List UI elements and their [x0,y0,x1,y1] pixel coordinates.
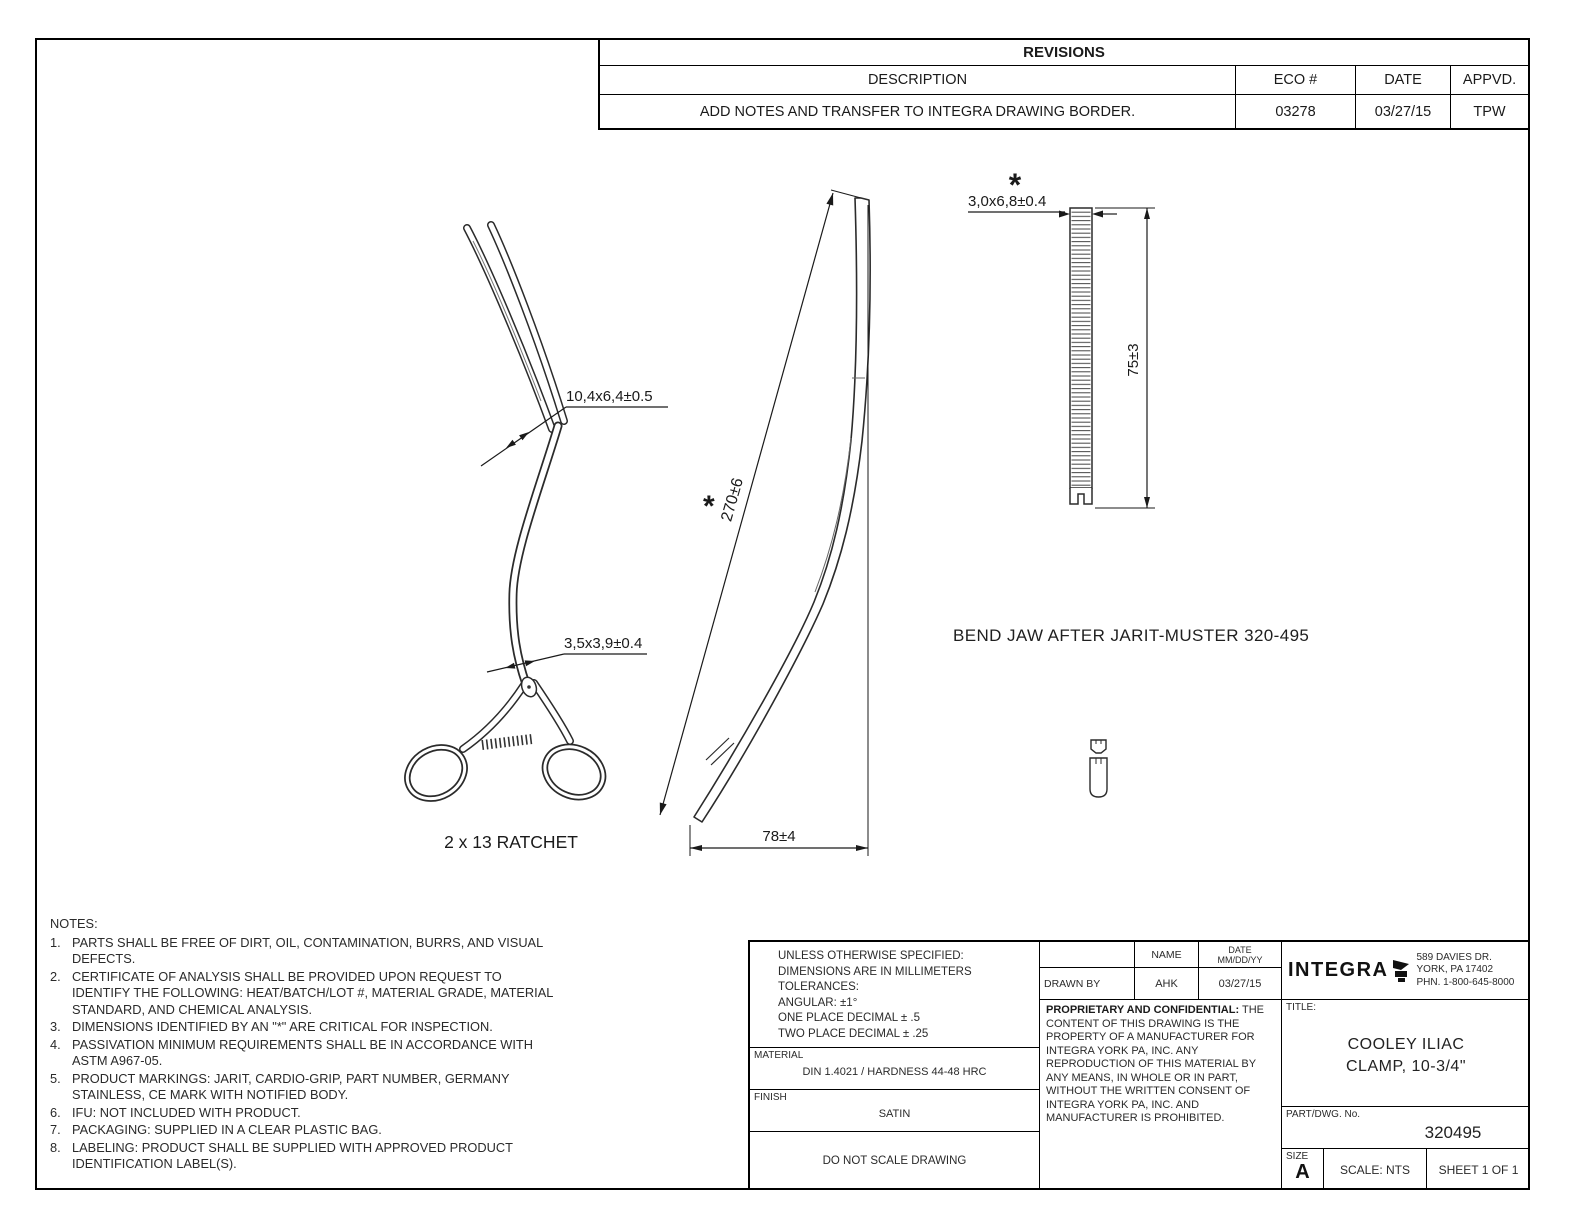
clamp-arm-right-fill [534,683,570,741]
dim-jaw-length-label: 75±3 [1125,343,1142,377]
insert-detail-top [1091,740,1106,753]
note-number: 8. [50,1139,61,1155]
drawing-title [1282,1034,1530,1078]
tolerances-cell [750,942,1040,1048]
address-line: YORK, PA 17402 [1416,964,1494,976]
revision-row-appvd: TPW [1450,95,1528,128]
clamp-arm-left-fill [463,685,524,749]
tolerance-line: TOLERANCES: [778,981,859,993]
note-number: 7. [50,1122,61,1137]
note-text: PACKAGING: SUPPLIED IN A CLEAR PLASTIC BAG. [72,1122,382,1137]
dim-length-arrow-bottom [660,803,667,816]
dim-jaw-length-arrow-top [1144,208,1150,219]
clamp-pivot-screw [527,685,531,689]
jaw-detail-view [968,167,1155,797]
part-number-cell [1282,1107,1530,1149]
date-header-line2: MM/DD/YY [1217,954,1263,965]
dim-shaft-label: 3,5x3,9±0.4 [564,635,643,652]
notes-block [50,916,555,1174]
signoff-blank-header [1040,942,1135,968]
tolerance-line: ANGULAR: ±1° [778,996,858,1009]
instrument-drawing [35,38,1530,940]
dim-length-line [660,193,833,815]
material-value: DIN 1.4021 / HARDNESS 44-48 HRC [802,1066,987,1078]
material-label: MATERIAL [754,1050,804,1061]
revision-row-description: ADD NOTES AND TRANSFER TO INTEGRA DRAWING BORDER. [699,103,1136,120]
address-line: 589 DAVIES DR. [1416,951,1492,963]
note-item [50,935,555,968]
note-number: 6. [50,1104,61,1120]
jaw-serrations [1072,210,1091,486]
note-text: PARTS SHALL BE FREE OF DIRT, OIL, CONTAMINATION, BURRS, AND VISUAL DEFECTS. [72,934,543,966]
bend-jaw-note: BEND JAW AFTER JARIT-MUSTER 320-495 [953,626,1310,645]
drawing-title-line1: COOLEY ILIAC [1347,1036,1465,1053]
clamp-ratchet-teeth [482,739,532,745]
company-address [1417,952,1515,990]
size-label: SIZE [1286,1151,1309,1162]
critical-marker-profile: * [703,490,715,523]
note-text: PRODUCT MARKINGS: JARIT, CARDIO-GRIP, PART NUMBER, GERMANY STAINLESS, CE MARK WITH NOTIFIED BODY. [72,1070,510,1102]
title-label: TITLE: [1286,1002,1317,1013]
finish-value: SATIN [878,1108,911,1120]
revisions-header-date: DATE [1355,66,1450,95]
dim-width-label: 78±4 [762,828,796,845]
revision-row-date: 03/27/15 [1355,95,1450,128]
part-number-label: PART/DWG. No. [1286,1109,1361,1120]
revisions-header-appvd: APPVD. [1450,66,1528,95]
dim-jaw-cross-label: 3,0x6,8±0.4 [968,193,1047,210]
revisions-header-eco: ECO # [1235,66,1355,95]
integra-logo-text: INTEGRA [1288,959,1389,981]
note-text: PASSIVATION MINIMUM REQUIREMENTS SHALL BE IN ACCORDANCE WITH ASTM A967-05. [72,1036,533,1068]
note-item [50,969,555,1019]
note-number: 5. [50,1070,61,1086]
company-cell [1282,942,1530,1000]
proprietary-body: THE CONTENT OF THIS DRAWING IS THE PROPERTY OF A MANUFACTURER FOR INTEGRA YORK PA, INC. ANY REPRODUCTION OF THIS MATERIAL BY ANY MEANS, IN WHOLE OR IN PART, WITHOUT THE WRITTEN CONSENT OF INTEGRA YORK PA, INC. AND MANUFACTURER IS PROHIBITED. [1046,1004,1264,1124]
sheet-cell: SHEET 1 OF 1 [1438,1162,1519,1177]
finish-cell [750,1090,1040,1132]
ratchet-label: 2 x 13 RATCHET [444,832,578,852]
dim-width-arrow-right [856,845,868,851]
note-number: 1. [50,934,61,950]
finish-label: FINISH [754,1092,787,1103]
note-number: 2. [50,968,61,984]
size-cell [1282,1149,1324,1190]
critical-marker-jaw: * [1008,167,1022,203]
notes-title: NOTES: [50,916,98,931]
note-item [50,1122,555,1139]
dim-jaw-tip-label: 10,4x6,4±0.5 [566,388,653,405]
part-number-value: 320495 [1424,1123,1482,1142]
tolerance-line: ONE PLACE DECIMAL ± .5 [778,1012,921,1024]
note-number: 3. [50,1019,61,1034]
date-header-line1: DATE [1228,944,1252,955]
tolerance-line: UNLESS OTHERWISE SPECIFIED: [778,950,964,962]
address-line: PHN. 1-800-645-8000 [1416,976,1515,988]
date-header [1199,942,1282,968]
note-item [50,1071,555,1104]
profile-break-line-a [706,738,729,760]
note-text: CERTIFICATE OF ANALYSIS SHALL BE PROVIDED UPON REQUEST TO IDENTIFY THE FOLLOWING: HEAT/BATCH/LOT #, MATERIAL GRADE, MATERIAL STANDARD, AND CHEMICAL ANALYSIS. [72,968,553,1017]
dim-jaw-length-arrow-bottom [1144,497,1150,508]
drawn-by-date: 03/27/15 [1199,968,1282,1000]
title-cell [1282,1000,1530,1107]
revisions-title: REVISIONS [600,40,1528,66]
insert-detail-bottom [1090,758,1107,797]
note-item [50,1105,555,1122]
name-header: NAME [1135,942,1199,968]
material-cell [750,1048,1040,1090]
dim-jaw-tip-arrow-a [506,440,516,448]
proprietary-heading: PROPRIETARY AND CONFIDENTIAL: [1046,1004,1240,1016]
tolerance-line: DIMENSIONS ARE IN MILLIMETERS [778,965,972,978]
size-value: A [1295,1161,1310,1183]
scale-cell: SCALE: NTS [1324,1149,1427,1190]
dim-length-arrow-top [826,193,833,206]
clamp-front-view [398,225,668,852]
tolerance-line: TWO PLACE DECIMAL ± .25 [778,1027,929,1040]
dim-length-label: 270±6 [718,476,747,524]
revision-row-eco: 03278 [1235,95,1355,128]
revisions-header-description: DESCRIPTION [600,66,1235,95]
proprietary-cell [1040,1000,1282,1190]
note-text: LABELING: PRODUCT SHALL BE SUPPLIED WITH APPROVED PRODUCT IDENTIFICATION LABEL(S). [72,1139,513,1171]
dim-shaft-arrow-a [505,663,515,669]
jaw-fork-end [1070,488,1092,504]
note-item [50,1140,555,1173]
dim-length-ext-top [831,190,861,198]
drawn-by-name: AHK [1135,968,1199,1000]
drawn-by-label: DRAWN BY [1040,968,1135,1000]
clamp-profile-view [660,190,870,856]
note-text: IFU: NOT INCLUDED WITH PRODUCT. [72,1104,301,1120]
drawing-title-line2: CLAMP, 10-3/4" [1346,1058,1466,1075]
note-text: DIMENSIONS IDENTIFIED BY AN "*" ARE CRITICAL FOR INSPECTION. [72,1019,493,1034]
dim-width-arrow-left [690,845,702,851]
note-number: 4. [50,1036,61,1052]
integra-logo-mark [1391,960,1411,982]
note-item [50,1037,555,1070]
note-item [50,1019,555,1036]
dim-jaw-cross-arrow-right [1092,211,1103,218]
title-block [748,940,1530,1190]
dim-shaft-arrow-b [525,660,535,666]
do-not-scale-cell: DO NOT SCALE DRAWING [750,1132,1040,1190]
